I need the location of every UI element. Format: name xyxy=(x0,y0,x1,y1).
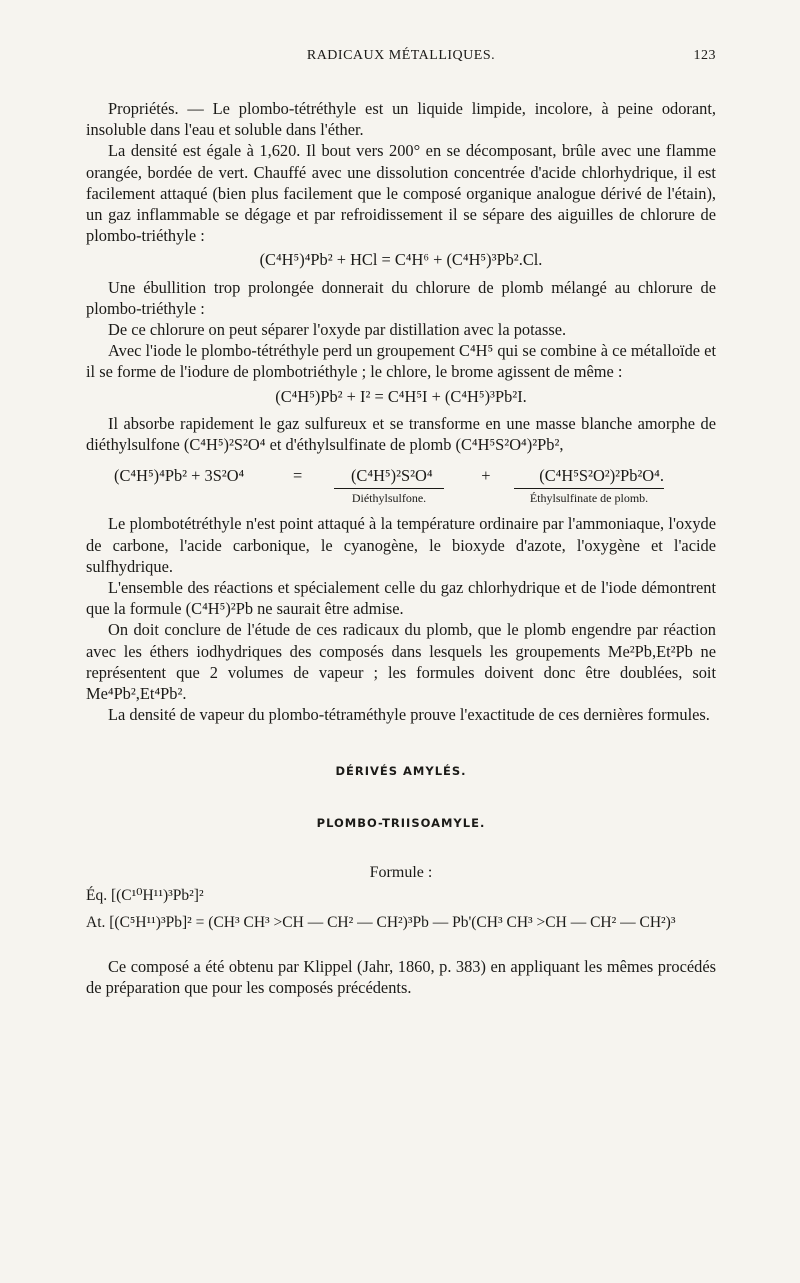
paragraph-densite-vapeur: La densité de vapeur du plombo-tétraméthyle prouve l'exactitude de ces dernières formules. xyxy=(108,705,710,725)
paragraph-iode: Avec l'iode le plombo-tétréthyle perd un groupement C⁴H⁵ qui se combine à ce métalloïde et il se forme de l'iodure de plombotriéthyle ; le chlore, le brome agissent de même : xyxy=(86,341,716,382)
equation-sulfur-right: (C⁴H⁵S²O²)²Pb²O⁴. xyxy=(539,466,664,486)
page-header xyxy=(86,48,716,72)
equation-hcl: (C⁴H⁵)⁴Pb² + HCl = C⁴H⁶ + (C⁴H⁵)³Pb².Cl. xyxy=(259,250,543,270)
equation-sulfur-left: (C⁴H⁵)⁴Pb² + 3S²O⁴ xyxy=(114,466,245,486)
equation-sulfur-equals: = xyxy=(293,466,303,486)
equation-sulfur-labels xyxy=(86,488,716,505)
equation-sulfur-plus: + xyxy=(481,466,491,486)
paragraph-ebullition: Une ébullition trop prolongée donnerait du chlorure de plomb mélangé au chlorure de plombo-triéthyle : xyxy=(86,277,716,318)
formula-label: Formule : xyxy=(369,863,433,881)
paragraph-conclusion: On doit conclure de l'étude de ces radicaux du plomb, que le plomb engendre par réaction avec les éthers iodhydriques des composés dans lesquels les groupements Me²Pb,Et²Pb ne représentent que 2 volumes de vapeur ; les formules doivent donc être doublées, soit Me⁴Pb²,Et⁴Pb². xyxy=(86,620,716,704)
paragraph-klippel: Ce composé a été obtenu par Klippel (Jahr, 1860, p. 383) en appliquant les mêmes procédés de préparation que pour les composés précédents. xyxy=(86,956,716,997)
paragraph-chlorure: De ce chlorure on peut séparer l'oxyde par distillation avec la potasse. xyxy=(108,320,567,340)
paragraph-ensemble: L'ensemble des réactions et spécialement celle du gaz chlorhydrique et de l'iode démontrent que la formule (C⁴H⁵)²Pb ne saurait être admise. xyxy=(86,578,716,619)
equivalent-formula: Éq. [(C¹⁰H¹¹)³Pb²]² xyxy=(86,887,204,905)
atomic-formula: At. [(C⁵H¹¹)³Pb]² = (CH³ CH³ >CH — CH² — CH²)³Pb — Pb'(CH³ CH³ >CH — CH² — CH²)³ xyxy=(86,914,676,932)
page-body xyxy=(86,98,716,998)
paragraph-non-attaque: Le plombotétréthyle n'est point attaqué à la température ordinaire par l'ammoniaque, l'oxyde de carbone, l'acide carbonique, le cyanogène, le bioxyde d'azote, l'oxygène et l'acide sulfhydrique. xyxy=(86,514,716,576)
page-number: 123 xyxy=(693,48,716,63)
label-diethylsulfone: Diéthylsulfone. xyxy=(334,488,444,505)
equation-iodine: (C⁴H⁵)Pb² + I² = C⁴H⁵I + (C⁴H⁵)³Pb²I. xyxy=(275,386,527,406)
running-title: RADICAUX MÉTALLIQUES. xyxy=(306,48,496,63)
paragraph-density: La densité est égale à 1,620. Il bout vers 200° en se décomposant, brûle avec une flamme orangée, bordée de vert. Chauffé avec une dissolution concentrée d'acide chlorhydrique, il est facilement attaqué (bien plus facilement que le composé organique analogue dérivé de l'étain), un gaz inflammable se dégage et par refroidissement il se sépare des aiguilles de chlorure de plombo-triéthyle : xyxy=(86,141,716,246)
paragraph-properties: Propriétés. — Le plombo-tétréthyle est un liquide limpide, incolore, à peine odorant, insoluble dans l'eau et soluble dans l'éther. xyxy=(86,99,716,140)
equation-sulfur xyxy=(86,465,716,486)
paragraph-sulfureux: Il absorbe rapidement le gaz sulfureux et se transforme en une masse blanche amorphe de diéthylsulfone (C⁴H⁵)²S²O⁴ et d'éthylsulfinate de plomb (C⁴H⁵S²O⁴)²Pb², xyxy=(86,413,716,455)
label-ethylsulfinate: Éthylsulfinate de plomb. xyxy=(514,488,664,505)
equation-sulfur-middle: (C⁴H⁵)²S²O⁴ xyxy=(350,466,433,486)
section-title: DÉRIVÉS AMYLÉS. xyxy=(335,764,467,779)
compound-title: PLOMBO-TRIISOAMYLE. xyxy=(316,815,486,830)
